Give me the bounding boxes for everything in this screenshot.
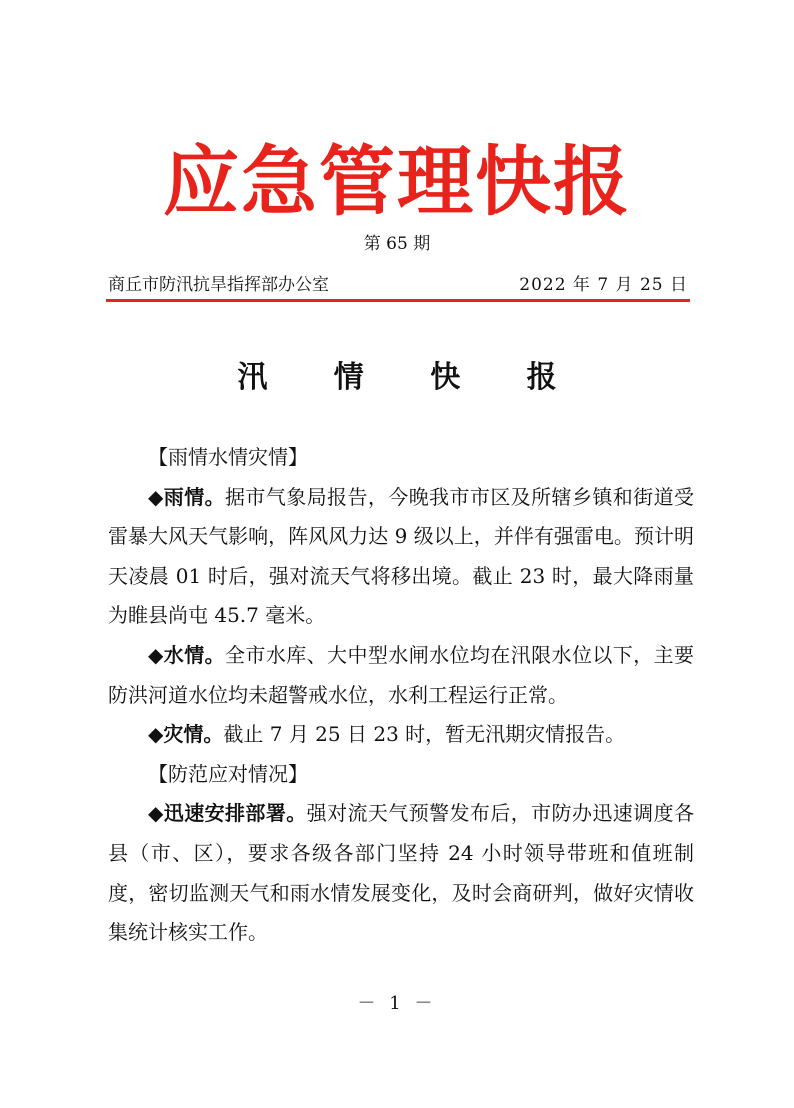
paragraph-lead: ◆雨情。 [148,484,226,509]
document-title: 汛 情 快 报 [237,360,585,395]
red-divider [106,299,690,302]
paragraph-lead: ◆水情。 [148,642,226,667]
paragraph-text: 强对流天气预警发布后，市防办迅速调度各县（市、区），要求各级各部门坚持 24 小时领导带班和值班制度，密切监测天气和雨水情发展变化，及时会商研判，做好灾情收集统计核实工作。 [108,801,695,945]
paragraph-rain [108,478,694,636]
paragraph-lead: ◆迅速安排部署。 [148,801,307,826]
paragraph-text: 截止 7 月 25 日 23 时，暂无汛期灾情报告。 [223,722,626,747]
paragraph-text: 据市气象局报告，今晚我市市区及所辖乡镇和街道受雷暴大风天气影响，阵风风力达 9 级以上，并伴有强雷电。预计明天凌晨 01 时后，强对流天气将移出境。截止 23 时，最大降雨量为睢县尚屯 45.7 毫米。 [108,484,694,628]
issue-number: 第 65 期 [363,234,431,254]
document-body [108,438,694,953]
issue-date: 2022 年 7 月 25 日 [519,275,688,295]
paragraph-water [108,636,694,715]
paragraph-lead: ◆灾情。 [148,722,224,747]
paragraph-disaster [108,715,694,755]
paragraph-text: 全市水库、大中型水闸水位均在汛限水位以下，主要防洪河道水位均未超警戒水位，水利工程运行正常。 [108,642,694,707]
section-heading: 【雨情水情灾情】 [148,445,308,469]
issuer-name: 商丘市防汛抗旱指挥部办公室 [108,275,329,295]
page-number: － 1 － [357,993,437,1014]
masthead-title: 应急管理快报 [163,137,631,226]
paragraph-deployment [108,794,694,952]
section-heading: 【防范应对情况】 [148,761,308,786]
